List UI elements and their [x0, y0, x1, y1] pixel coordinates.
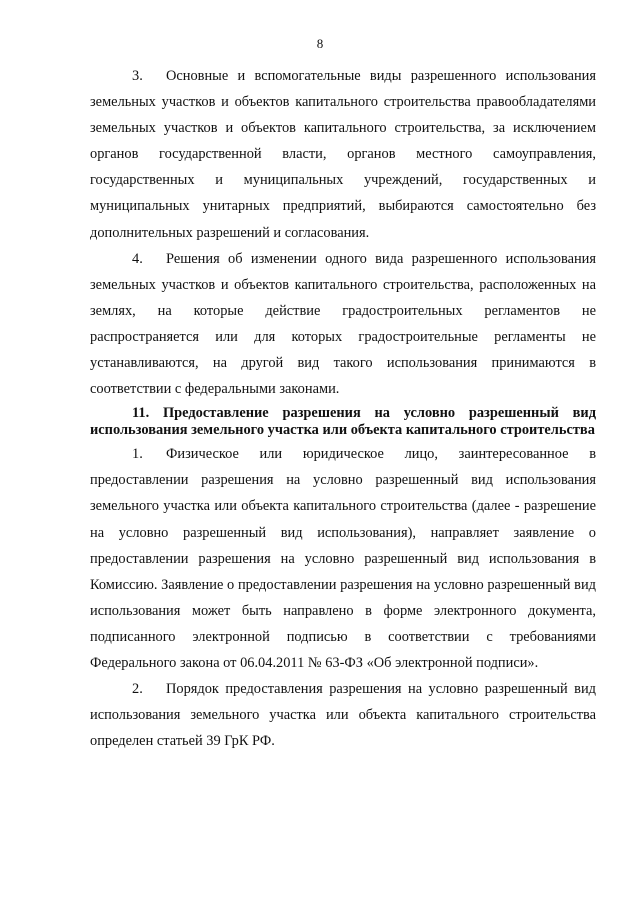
paragraph-4	[90, 246, 596, 403]
paragraph-number: 2.	[132, 681, 143, 698]
paragraph-text: Основные и вспомогательные виды разрешенного использования земельных участков и объектов капитального строительства правообладателями земельных участков и объектов капитального строительства, за исключением органов государственной власти, органов местного самоуправления, государственных и муниципальных учреждений, государственных и муниципальных унитарных предприятий, выбираются самостоятельно без дополнительных разрешений и согласования.	[90, 68, 596, 241]
paragraph-number: 4.	[132, 250, 143, 267]
document-body	[90, 63, 596, 754]
paragraph-2	[90, 676, 596, 754]
paragraph-text: Порядок предоставления разрешения на условно разрешенный вид использования земельного участка или объекта капитального строительства определен статьей 39 ГрК РФ.	[90, 681, 596, 750]
section-heading: 11. Предоставление разрешения на условно разрешенный вид использования земельного участка или объекта капитального строительства	[90, 405, 596, 438]
paragraph-number: 3.	[132, 68, 143, 84]
page-number: 8	[316, 36, 324, 51]
paragraph-text: Физическое или юридическое лицо, заинтересованное в предоставлении разрешения на условно разрешенный вид использования земельного участка или объекта капитального строительства (далее - разрешение на условно разрешенный вид использования), направляет заявление о предоставлении разрешения на условно разрешенный вид использования в Комиссию. Заявление о предоставлении разрешения на условно разрешенный вид использования может быть направлено в форме электронного документа, подписанного электронной подписью в соответствии с требованиями Федерального закона от 06.04.2011 № 63-ФЗ «Об электронной подписи».	[90, 446, 596, 671]
paragraph-number: 1.	[132, 446, 143, 463]
paragraph-text: Решения об изменении одного вида разрешенного использования земельных участков и объектов капитального строительства, расположенных на землях, на которые действие градостроительных регламентов не распространяется или для которых градостроительные регламенты не устанавливаются, на другой вид такого использования принимаются в соответствии с федеральными законами.	[90, 250, 596, 398]
paragraph-3	[90, 63, 596, 246]
paragraph-1	[90, 441, 596, 676]
